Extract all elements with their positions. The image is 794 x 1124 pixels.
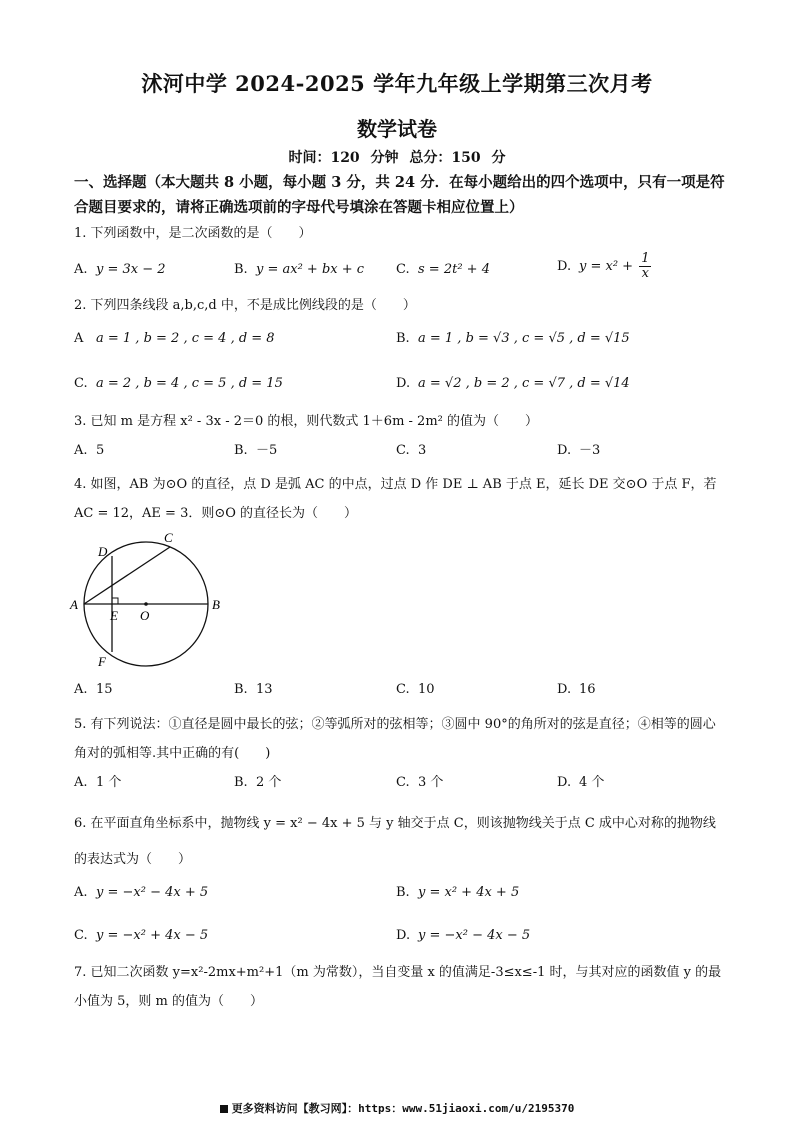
- right-angle-mark: [112, 598, 118, 604]
- question-4-option-d: [557, 679, 596, 701]
- option-content: y = x² +: [579, 259, 638, 274]
- question-1-option-c: [396, 259, 490, 281]
- center-point: [144, 602, 148, 606]
- question-4-option-b: [234, 679, 273, 701]
- label-c: C: [164, 530, 173, 545]
- option-label: A.: [74, 885, 88, 900]
- footer-link-text[interactable]: 更多资料访问【教习网】：https：www.51jiaoxi.com/u/2195370: [231, 1102, 575, 1115]
- option-content: 15: [96, 682, 113, 697]
- question-7-text: 7. 已知二次函数 y=x²-2mx+m²+1（m 为常数），当自变量 x 的值满足-3≤x≤-1 时，与其对应的函数值 y 的最小值为 5，则 m 的值为（ ）: [74, 965, 722, 1009]
- exam-meta: 时间：120 分钟 总分：150 分: [288, 150, 506, 166]
- question-2-option-b: [396, 328, 630, 350]
- option-content: －3: [579, 443, 601, 458]
- option-label: C.: [396, 262, 410, 277]
- option-content: 10: [418, 682, 435, 697]
- question-5-option-c: [396, 772, 443, 794]
- question-6-option-a: [74, 882, 208, 904]
- option-content: a = 1 , b = √3 , c = √5 , d = √15: [418, 331, 630, 346]
- option-label: A.: [74, 775, 88, 790]
- section-heading: 一、选择题（本大题共 8 小题，每小题 3 分，共 24 分．在每小题给出的四个选项中，只有一项是符合题目要求的，请将正确选项前的字母代号填涂在答题卡相应位置上）: [74, 174, 725, 216]
- question-6-option-d: [396, 925, 530, 947]
- question-2-text: 2. 下列四条线段 a,b,c,d 中，不是成比例线段的是（ ）: [74, 298, 416, 313]
- question-1-option-d: [557, 252, 651, 281]
- option-content: 5: [96, 443, 105, 458]
- label-a: A: [70, 597, 78, 612]
- option-content: 3: [418, 443, 427, 458]
- label-e: E: [110, 608, 118, 623]
- option-label: D.: [396, 376, 411, 391]
- option-label: C.: [396, 682, 410, 697]
- option-label: C.: [74, 928, 88, 943]
- option-content: 16: [579, 682, 596, 697]
- question-1-option-b: [234, 259, 364, 281]
- question-2-option-d: [396, 373, 630, 395]
- option-content: y = −x² − 4x + 5: [96, 885, 209, 900]
- option-label: D.: [557, 259, 572, 274]
- question-4-option-a: [74, 679, 113, 701]
- option-content: a = 2 , b = 4 , c = 5 , d = 15: [96, 376, 283, 391]
- page-title: 沭河中学 2024-2025 学年九年级上学期第三次月考: [141, 71, 653, 96]
- question-4-option-c: [396, 679, 435, 701]
- option-label: D.: [396, 928, 411, 943]
- option-content: －5: [256, 443, 278, 458]
- option-label: A.: [74, 682, 88, 697]
- option-label: C.: [396, 443, 410, 458]
- option-content: a = 1 , b = 2 , c = 4 , d = 8: [96, 331, 275, 346]
- option-content: y = 3x − 2: [96, 262, 166, 277]
- label-b: B: [212, 597, 220, 612]
- question-1-option-a: [74, 259, 166, 281]
- option-label: A.: [74, 262, 88, 277]
- option-content: y = ax² + bx + c: [256, 262, 365, 277]
- question-2-option-a: [74, 328, 275, 350]
- option-label: D.: [557, 443, 572, 458]
- option-content: a = √2 , b = 2 , c = √7 , d = √14: [418, 376, 630, 391]
- option-label: C.: [74, 376, 88, 391]
- label-d: D: [98, 544, 108, 559]
- option-label: B.: [396, 331, 410, 346]
- option-label: D.: [557, 682, 572, 697]
- circle-diagram: [68, 528, 228, 678]
- question-5-option-b: [234, 772, 281, 794]
- option-label: A.: [74, 443, 88, 458]
- question-6-option-c: [74, 925, 208, 947]
- question-3-option-a: [74, 440, 104, 462]
- option-label: B.: [234, 682, 248, 697]
- option-label: B.: [234, 443, 248, 458]
- option-content: 13: [256, 682, 273, 697]
- option-label: C.: [396, 775, 410, 790]
- option-content: 2 个: [256, 775, 282, 790]
- option-content: 4 个: [579, 775, 605, 790]
- question-4-text: 4. 如图，AB 为⊙O 的直径，点 D 是弧 AC 的中点，过点 D 作 DE ⊥ AB 于点 E，延长 DE 交⊙O 于点 F，若 AC = 12，AE = 3．则⊙O 的直径长为（ ）: [74, 477, 717, 521]
- page-footer: [0, 1100, 794, 1116]
- page-subtitle: 数学试卷: [357, 117, 437, 141]
- question-5-option-d: [557, 772, 604, 794]
- question-1-text: 1. 下列函数中，是二次函数的是（ ）: [74, 226, 312, 241]
- option-content: y = −x² − 4x − 5: [418, 928, 531, 943]
- question-5-text: 5. 有下列说法：①直径是圆中最长的弦；②等弧所对的弦相等；③圆中 90°的角所对的弦是直径；④相等的圆心角对的弧相等.其中正确的有( ): [74, 717, 716, 761]
- option-label: B.: [234, 775, 248, 790]
- option-content: 1 个: [96, 775, 122, 790]
- option-label: D.: [557, 775, 572, 790]
- question-3-text: 3. 已知 m 是方程 x² - 3x - 2＝0 的根，则代数式 1＋6m - 2m² 的值为（ ）: [74, 414, 538, 429]
- question-3-option-b: [234, 440, 277, 462]
- option-content: 3 个: [418, 775, 444, 790]
- fraction-numerator: 1: [641, 251, 650, 266]
- question-3-option-d: [557, 440, 600, 462]
- chord-ac: [84, 547, 170, 604]
- fraction: [639, 252, 651, 281]
- option-label: A: [74, 331, 84, 346]
- option-label: B.: [396, 885, 410, 900]
- label-o: O: [140, 608, 150, 623]
- option-content: s = 2t² + 4: [418, 262, 490, 277]
- option-content: y = x² + 4x + 5: [418, 885, 520, 900]
- question-2-option-c: [74, 373, 283, 395]
- option-content: y = −x² + 4x − 5: [96, 928, 209, 943]
- flag-icon: [220, 1105, 228, 1113]
- label-f: F: [98, 654, 106, 669]
- question-6-text: 6. 在平面直角坐标系中，抛物线 y = x² − 4x + 5 与 y 轴交于点 C，则该抛物线关于点 C 成中心对称的抛物线的表达式为（ ）: [74, 816, 716, 867]
- option-label: B.: [234, 262, 248, 277]
- question-6-option-b: [396, 882, 519, 904]
- question-3-option-c: [396, 440, 426, 462]
- fraction-denominator: x: [641, 266, 650, 281]
- question-5-option-a: [74, 772, 121, 794]
